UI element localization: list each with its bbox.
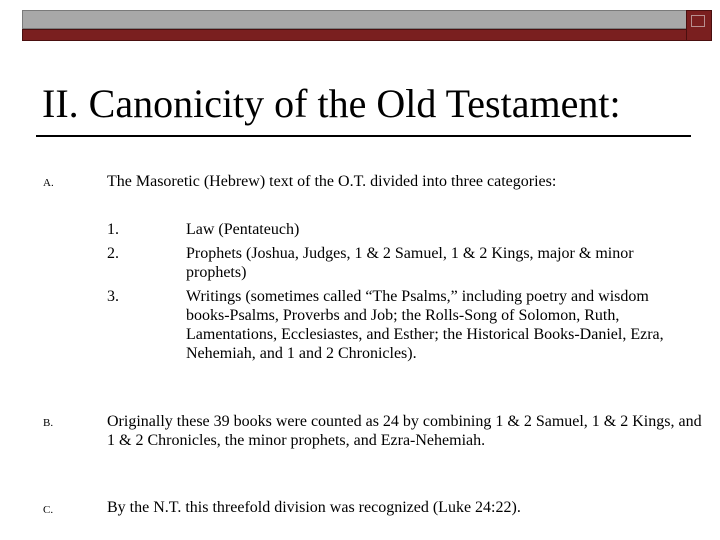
title-underline xyxy=(36,135,691,137)
item-number-3: 3. xyxy=(107,288,119,305)
item-text-2: Prophets (Joshua, Judges, 1 & 2 Samuel, 1 & 2 Kings, major & minor prophets) xyxy=(186,245,634,281)
slide-header-bar xyxy=(22,10,712,41)
header-bar-gray xyxy=(22,10,712,29)
slide-title: II. Canonicity of the Old Testament: xyxy=(42,81,621,126)
section-b-text: Originally these 39 books were counted as 24 by combining 1 & 2 Samuel, 1 & 2 Kings, and 1 & 2 Chronicles, the minor prophets, and Ezra-Nehemiah. xyxy=(107,413,702,449)
section-marker-c: C. xyxy=(43,504,54,516)
header-corner-square xyxy=(691,15,705,27)
item-number-1: 1. xyxy=(107,221,119,238)
header-bar-red xyxy=(22,29,712,41)
section-c-text: By the N.T. this threefold division was recognized (Luke 24:22). xyxy=(107,499,521,516)
section-marker-b: B. xyxy=(43,417,54,429)
item-text-3: Writings (sometimes called “The Psalms,” including poetry and wisdom books-Psalms, Proverbs and Job; the Rolls-Song of Solomon, Ruth, Lamentations, Ecclesiastes, and Esther; the Historical Books-Daniel, Ezra, Nehemiah, and 1 and 2 Chronicles). xyxy=(186,288,664,362)
section-marker-a: A. xyxy=(43,177,54,189)
item-text-1: Law (Pentateuch) xyxy=(186,221,300,238)
section-a-text: The Masoretic (Hebrew) text of the O.T. divided into three categories: xyxy=(107,173,557,190)
item-number-2: 2. xyxy=(107,245,119,262)
